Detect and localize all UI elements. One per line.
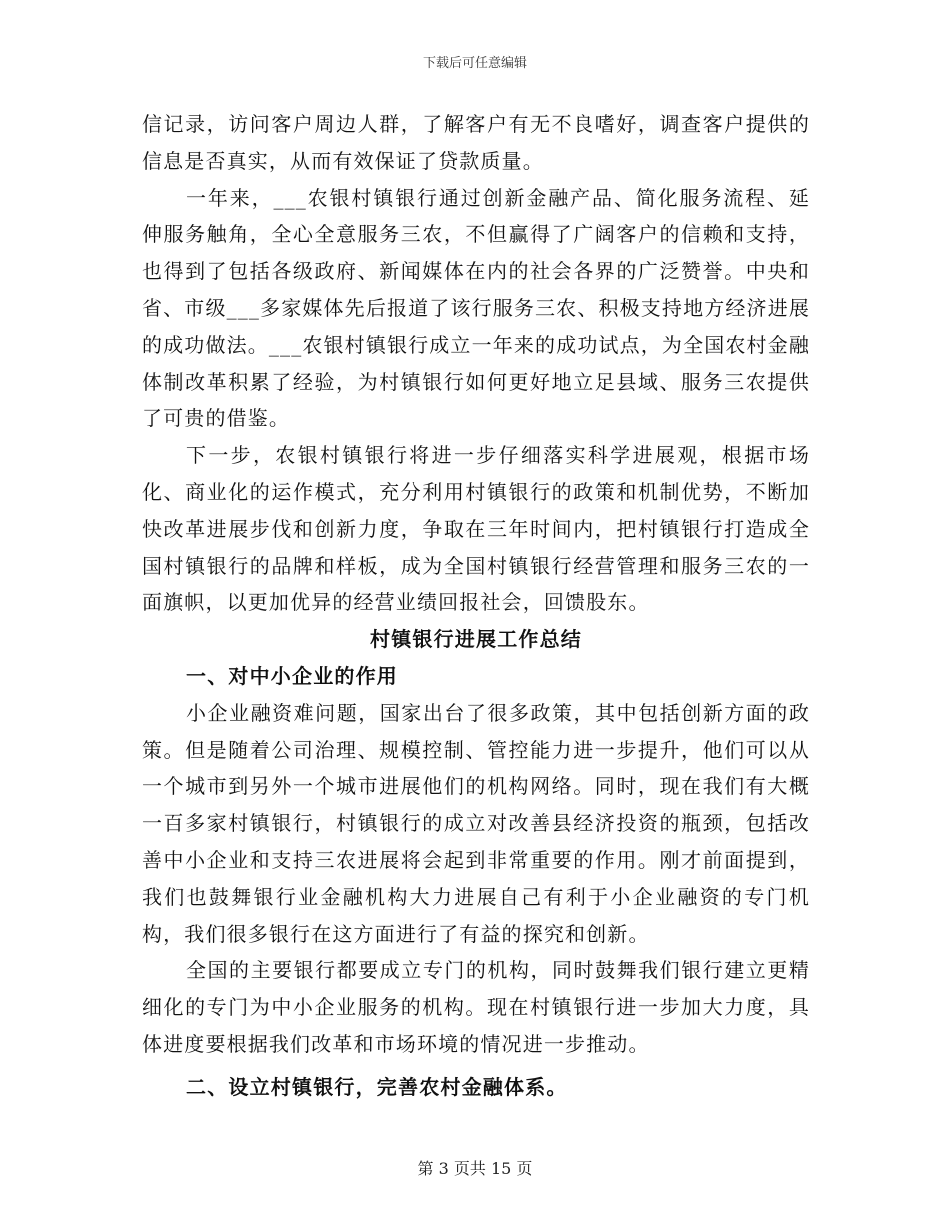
page-header: 下载后可任意编辑 [422, 56, 527, 71]
paragraph-continued: 信记录，访问客户周边人群，了解客户有无不良嗜好，调查客户提供的信息是否真实，从而有效保证了贷款质量。 [142, 112, 810, 173]
document-title: 村镇银行进展工作总结 [370, 627, 582, 652]
paragraph: 下一步，农银村镇银行将进一步仔细落实科学进展观，根据市场化、商业化的运作模式，充分利用村镇银行的政策和机制优势，不断加快改革进展步伐和创新力度，争取在三年时间内，把村镇银行打造成全国村镇银行的品牌和样板，成为全国村镇银行经营管理和服务三农的一面旗帜，以更加优异的经营业绩回报社会，回馈股东。 [142, 443, 810, 615]
document-body [142, 106, 810, 1106]
section-heading-2: 二、设立村镇银行，完善农村金融体系。 [186, 1074, 568, 1099]
page-number: 第 3 页共 15 页 [417, 1159, 533, 1178]
paragraph: 全国的主要银行都要成立专门的机构，同时鼓舞我们银行建立更精细化的专门为中小企业服务的机构。现在村镇银行进一步加大力度，具体进度要根据我们改革和市场环境的情况进一步推动。 [142, 958, 810, 1056]
paragraph: 一年来，___农银村镇银行通过创新金融产品、简化服务流程、延伸服务触角，全心全意服务三农，不但赢得了广阔客户的信赖和支持，也得到了包括各级政府、新闻媒体在内的社会各界的广泛赞誉。中央和省、市级___多家媒体先后报道了该行服务三农、积极支持地方经济进展的成功做法。___农银村镇银行成立一年来的成功试点，为全国农村金融体制改革积累了经验，为村镇银行如何更好地立足县域、服务三农提供了可贵的借鉴。 [142, 185, 810, 431]
section-heading-1: 一、对中小企业的作用 [186, 663, 398, 688]
paragraph: 小企业融资难问题，国家出台了很多政策，其中包括创新方面的政策。但是随着公司治理、规模控制、管控能力进一步提升，他们可以从一个城市到另外一个城市进展他们的机构网络。同时，现在我们有大概一百多家村镇银行，村镇银行的成立对改善县经济投资的瓶颈，包括改善中小企业和支持三农进展将会起到非常重要的作用。刚才前面提到，我们也鼓舞银行业金融机构大力进展自己有利于小企业融资的专门机构，我们很多银行在这方面进行了有益的探究和创新。 [142, 700, 810, 946]
